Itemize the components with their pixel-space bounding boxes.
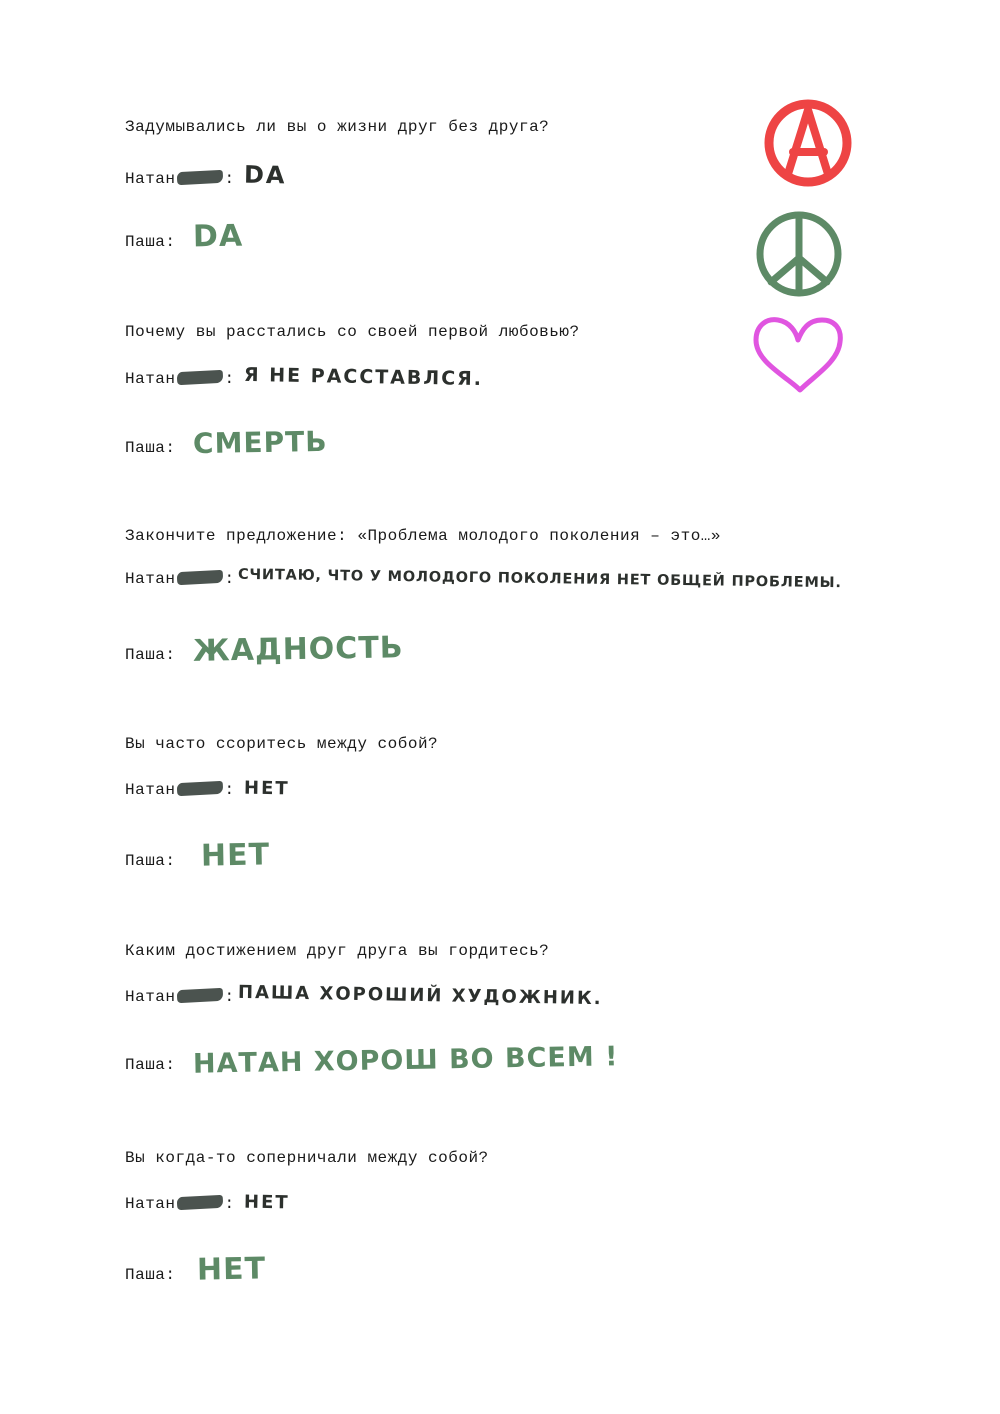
natan-answer-line [125, 161, 287, 189]
pasha-answer-line [125, 838, 270, 873]
heart-symbol-icon [748, 312, 848, 397]
speaker-natan: Натан [125, 570, 176, 588]
pasha-answer: ЖАДНОСТЬ [192, 630, 404, 669]
pasha-answer: СМЕРТЬ [192, 424, 328, 461]
colon: : [165, 233, 176, 251]
question-text: Задумывались ли вы о жизни друг без друга? [125, 118, 550, 136]
redaction-mark [176, 170, 223, 185]
redaction-mark [176, 570, 223, 585]
natan-answer: НЕТ [243, 777, 290, 800]
natan-answer-line [125, 778, 290, 799]
speaker-pasha: Паша [125, 439, 166, 457]
redaction-mark [176, 1195, 223, 1210]
colon: : [224, 1195, 235, 1213]
pasha-answer-line [125, 219, 243, 254]
redaction-mark [176, 988, 223, 1003]
speaker-pasha: Паша [125, 852, 166, 870]
speaker-pasha: Паша [125, 646, 166, 664]
qa-block-3 [125, 526, 995, 669]
pasha-answer: НЕТ [196, 1251, 267, 1288]
qa-block-2 [125, 322, 995, 461]
natan-answer: Я НЕ РАССТАВЛСЯ. [243, 363, 484, 391]
colon: : [224, 781, 235, 799]
question-text: Вы когда-то соперничали между собой? [125, 1149, 489, 1167]
pasha-answer-line [125, 1252, 266, 1287]
colon: : [224, 370, 235, 388]
question-text: Вы часто ссоритесь между собой? [125, 735, 439, 753]
pasha-answer: DA [192, 218, 244, 255]
pasha-answer-line [125, 1041, 619, 1080]
colon: : [165, 646, 176, 664]
colon: : [165, 439, 176, 457]
peace-right-branch [799, 258, 827, 282]
pasha-answer-line [125, 426, 328, 459]
anarchy-letter-a [788, 110, 828, 174]
colon: : [224, 988, 235, 1006]
speaker-pasha: Паша [125, 233, 166, 251]
redaction-mark [176, 370, 223, 385]
qa-block-4 [125, 734, 995, 874]
heart-outline [756, 320, 840, 390]
speaker-natan: Натан [125, 988, 176, 1006]
peace-symbol-icon [752, 206, 847, 301]
qa-block-6 [125, 1148, 995, 1288]
natan-answer-line [125, 363, 484, 391]
natan-answer: СЧИТАЮ, ЧТО У МОЛОДОГО ПОКОЛЕНИЯ НЕТ ОБЩЕЙ ПРОБЛЕМЫ. [238, 566, 842, 592]
natan-answer: DA [243, 160, 287, 190]
anarchy-symbol-icon [758, 98, 858, 188]
speaker-natan: Натан [125, 370, 176, 388]
speaker-natan: Натан [125, 781, 176, 799]
colon: : [165, 1266, 176, 1284]
colon: : [165, 1056, 176, 1074]
colon: : [224, 170, 235, 188]
natan-answer: ПАША ХОРОШИЙ ХУДОЖНИК. [237, 981, 603, 1010]
redaction-mark [176, 781, 223, 796]
question-text: Почему вы расстались со своей первой любовью? [125, 323, 580, 341]
qa-block-1 [125, 117, 995, 255]
natan-answer-line [125, 981, 603, 1010]
natan-answer: НЕТ [243, 1191, 290, 1214]
speaker-pasha: Паша [125, 1266, 166, 1284]
question-text: Закончите предложение: «Проблема молодого поколения – это…» [125, 527, 721, 545]
colon: : [165, 852, 176, 870]
colon: : [224, 570, 235, 588]
speaker-natan: Натан [125, 1195, 176, 1213]
speaker-natan: Натан [125, 170, 176, 188]
qa-block-5 [125, 941, 995, 1080]
peace-left-branch [771, 258, 799, 282]
pasha-answer: НАТАН ХОРОШ ВО ВСЕМ ! [192, 1041, 619, 1080]
natan-answer-line [125, 1192, 290, 1213]
pasha-answer: НЕТ [200, 837, 271, 874]
natan-answer-line [125, 566, 842, 592]
question-text: Каким достижением друг друга вы гордитесь? [125, 942, 550, 960]
pasha-answer-line [125, 632, 404, 667]
speaker-pasha: Паша [125, 1056, 166, 1074]
